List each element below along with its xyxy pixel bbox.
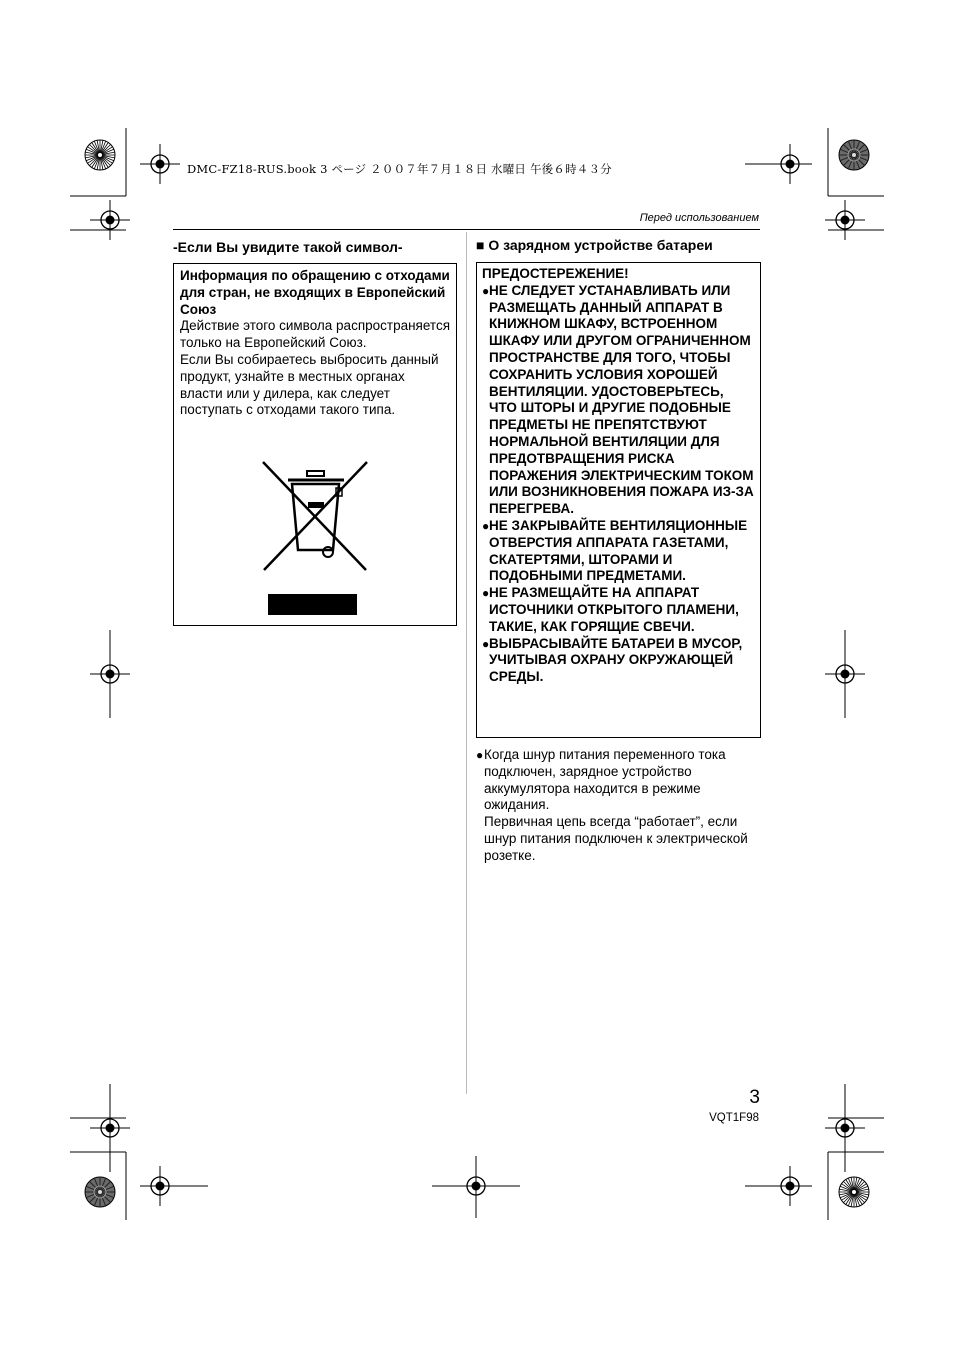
column-divider bbox=[466, 232, 467, 1094]
warning-list bbox=[482, 283, 755, 686]
page-code: VQT1F98 bbox=[709, 1112, 759, 1124]
disposal-info-text-2: Если Вы собираетесь выбросить данный продукт, узнайте в местных органах власти или у дилера, как следует поступать с отходами такого типа. bbox=[180, 351, 439, 418]
left-heading: -Если Вы увидите такой символ- bbox=[173, 239, 403, 255]
warning-item: ●НЕ РАЗМЕЩАЙТЕ НА АППАРАТ ИСТОЧНИКИ ОТКРЫТОГО ПЛАМЕНИ, ТАКИЕ, КАК ГОРЯЩИЕ СВЕЧИ. bbox=[482, 585, 739, 634]
header-rule bbox=[173, 229, 760, 230]
disposal-info-title: Информация по обращению с отходами для стран, не входящих в Европейский Союз bbox=[180, 268, 450, 317]
page-number: 3 bbox=[749, 1087, 760, 1108]
warning-box bbox=[476, 262, 761, 738]
crossed-out-bin-icon bbox=[258, 458, 373, 576]
print-info-line: DMC-FZ18-RUS.book 3 ページ ２００７年７月１８日 水曜日 午後６時４３分 bbox=[187, 162, 612, 176]
standby-note-text-2: Первичная цепь всегда “работает”, если шнур питания подключен к электрической розетке. bbox=[484, 814, 748, 863]
standby-note-text-1: Когда шнур питания переменного тока подключен, зарядное устройство аккумулятора находится в режиме ожидания. bbox=[484, 747, 726, 813]
warning-item: ●НЕ ЗАКРЫВАЙТЕ ВЕНТИЛЯЦИОННЫЕ ОТВЕРСТИЯ АППАРАТА ГАЗЕТАМИ, СКАТЕРТЯМИ, ШТОРАМИ И ПОДОБНЫМИ ПРЕДМЕТАМИ. bbox=[482, 517, 748, 584]
black-bar bbox=[268, 594, 357, 615]
warning-item: ●НЕ СЛЕДУЕТ УСТАНАВЛИВАТЬ ИЛИ РАЗМЕЩАТЬ ДАННЫЙ АППАРАТ В КНИЖНОМ ШКАФУ, ВСТРОЕННОМ ШКАФУ ИЛИ ДРУГОМ ОГРАНИЧЕННОМ ПРОСТРАНСТВЕ ДЛЯ ТОГО, ЧТОБЫ СОХРАНИТЬ УСЛОВИЯ ХОРОШЕЙ ВЕНТИЛЯЦИИ. УДОСТОВЕРЬТЕСЬ, ЧТО ШТОРЫ И ДРУГИЕ ПОДОБНЫЕ ПРЕДМЕТЫ НЕ ПРЕПЯТСТВУЮТ НОРМАЛЬНОЙ ВЕНТИЛЯЦИИ ДЛЯ ПРЕДОТВРАЩЕНИЯ РИСКА ПОРАЖЕНИЯ ЭЛЕКТРИЧЕСКИМ ТОКОМ ИЛИ ВОЗНИКНОВЕНИЯ ПОЖАРА ИЗ-ЗА ПЕРЕГРЕВА. bbox=[482, 282, 754, 517]
running-head: Перед использованием bbox=[639, 212, 759, 224]
warning-item: ●ВЫБРАСЫВАЙТЕ БАТАРЕИ В МУСОР, УЧИТЫВАЯ ОХРАНУ ОКРУЖАЮЩЕЙ СРЕДЫ. bbox=[482, 635, 743, 685]
warning-title: ПРЕДОСТЕРЕЖЕНИЕ! bbox=[482, 266, 629, 281]
charger-heading: ■ О зарядном устройстве батареи bbox=[476, 237, 713, 253]
standby-note: ● Когда шнур питания переменного тока подключен, зарядное устройство аккумулятора находится в режиме ожидания. Первичная цепь всегда “работает”, если шнур питания подключен к электрической розетке. bbox=[476, 747, 766, 865]
disposal-info-text-1: Действие этого символа распространяется только на Европейский Союз. bbox=[180, 318, 451, 351]
